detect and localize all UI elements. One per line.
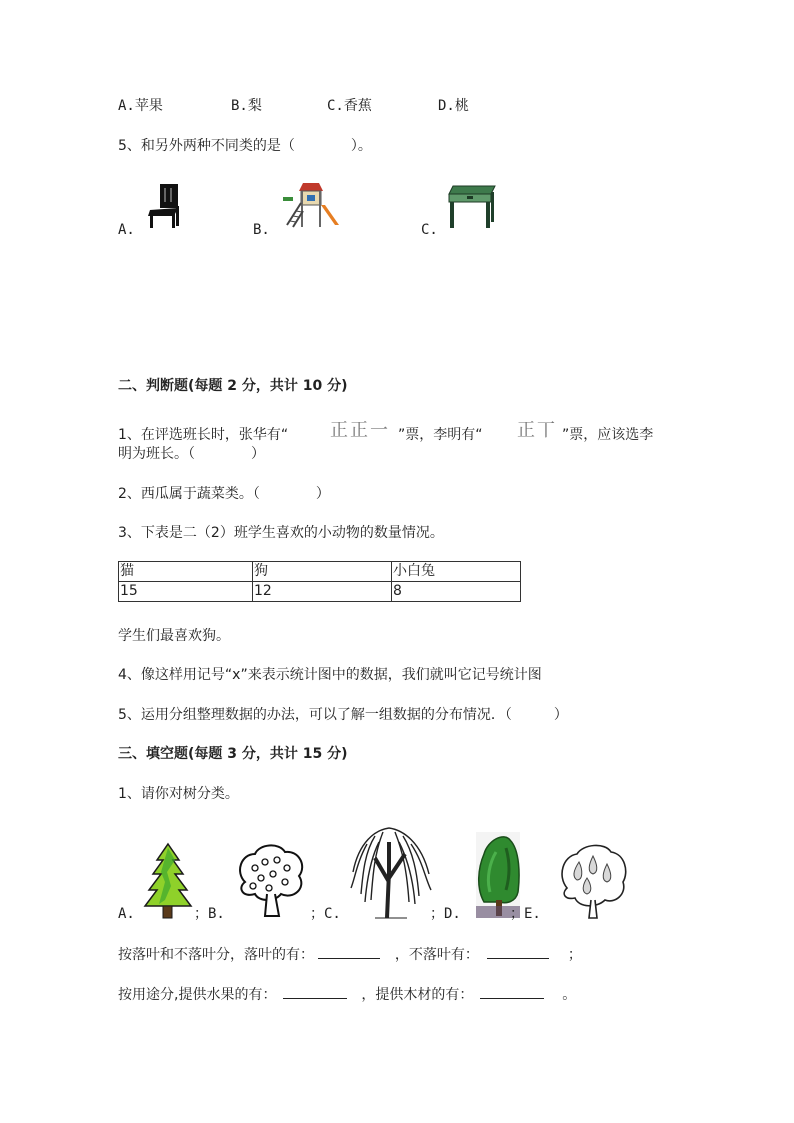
table-header-row — [119, 562, 521, 582]
blank-fruit[interactable] — [283, 984, 347, 999]
q5-label-a: A. — [118, 222, 135, 238]
willow-tree-icon — [345, 822, 435, 920]
s2-q2: 2、西瓜属于蔬菜类。（ ） — [118, 486, 330, 502]
option-c: C.香蕉 — [327, 98, 372, 114]
tally-zhanghua: 正正一 — [330, 420, 390, 441]
s3-q1: 1、请你对树分类。 — [118, 786, 239, 802]
table-icon — [447, 184, 497, 230]
playground-slide-icon — [279, 181, 341, 229]
s2-q5: 5、运用分组整理数据的办法，可以了解一组数据的分布情况．（ ） — [118, 707, 568, 723]
table-row — [119, 582, 521, 602]
tree-label-c: ；C. — [310, 906, 341, 922]
apple-tree-icon — [235, 842, 307, 920]
s2-q1-part3: ”票，应该选李 — [562, 427, 654, 443]
fill-line-1-prefix: 按落叶和不落叶分，落叶的有： — [118, 947, 314, 963]
table-cell: 12 — [253, 582, 392, 602]
tree-label-b: ；B. — [194, 906, 225, 922]
blank-timber[interactable] — [480, 984, 544, 999]
section-3-title: 三、填空题(每题 3 分，共计 15 分) — [118, 746, 348, 762]
fill-line-2-middle: ，提供木材的有： — [361, 987, 474, 1003]
tree-label-a: A. — [118, 906, 135, 922]
s2-q1-line2: 明为班长。（ ） — [118, 446, 265, 462]
fill-line-2-prefix: 按用途分,提供水果的有： — [118, 987, 277, 1003]
tally-liming: 正丅 — [517, 420, 557, 441]
fill-line-2-suffix: 。 — [562, 987, 577, 1003]
fill-line-1-suffix: ； — [567, 947, 582, 963]
section-2-title: 二、判断题(每题 2 分，共计 10 分) — [118, 378, 348, 394]
option-b: B.梨 — [231, 98, 262, 114]
fill-line-1-middle: ，不落叶有： — [394, 947, 479, 963]
s2-q1-part1: 1、在评选班长时，张华有“ — [118, 427, 289, 443]
fill-line-2 — [118, 984, 576, 1004]
option-d: D.桃 — [438, 98, 469, 114]
question-5-text: 5、和另外两种不同类的是（ ）。 — [118, 138, 372, 154]
blank-deciduous[interactable] — [318, 944, 380, 959]
pine-tree-icon — [145, 842, 191, 920]
s2-q1-part2: ”票，李明有“ — [398, 427, 483, 443]
fill-line-1 — [118, 944, 582, 964]
s2-q3-statement: 学生们最喜欢狗。 — [118, 628, 230, 644]
table-header-cell: 狗 — [253, 562, 392, 582]
chair-icon — [146, 182, 186, 230]
blank-evergreen[interactable] — [487, 944, 549, 959]
table-cell: 15 — [119, 582, 253, 602]
pear-tree-icon — [557, 842, 629, 920]
pet-count-table — [118, 561, 521, 602]
s2-q4: 4、像这样用记号“x”来表示统计图中的数据，我们就叫它记号统计图 — [118, 667, 542, 683]
tree-label-d: ；D. — [430, 906, 461, 922]
tree-label-e: ；E. — [510, 906, 541, 922]
table-header-cell: 猫 — [119, 562, 253, 582]
q5-label-b: B. — [253, 222, 270, 238]
table-cell: 8 — [392, 582, 521, 602]
option-a: A.苹果 — [118, 98, 163, 114]
q5-label-c: C. — [421, 222, 438, 238]
s2-q3: 3、下表是二（2）班学生喜欢的小动物的数量情况。 — [118, 525, 444, 541]
table-header-cell: 小白兔 — [392, 562, 521, 582]
